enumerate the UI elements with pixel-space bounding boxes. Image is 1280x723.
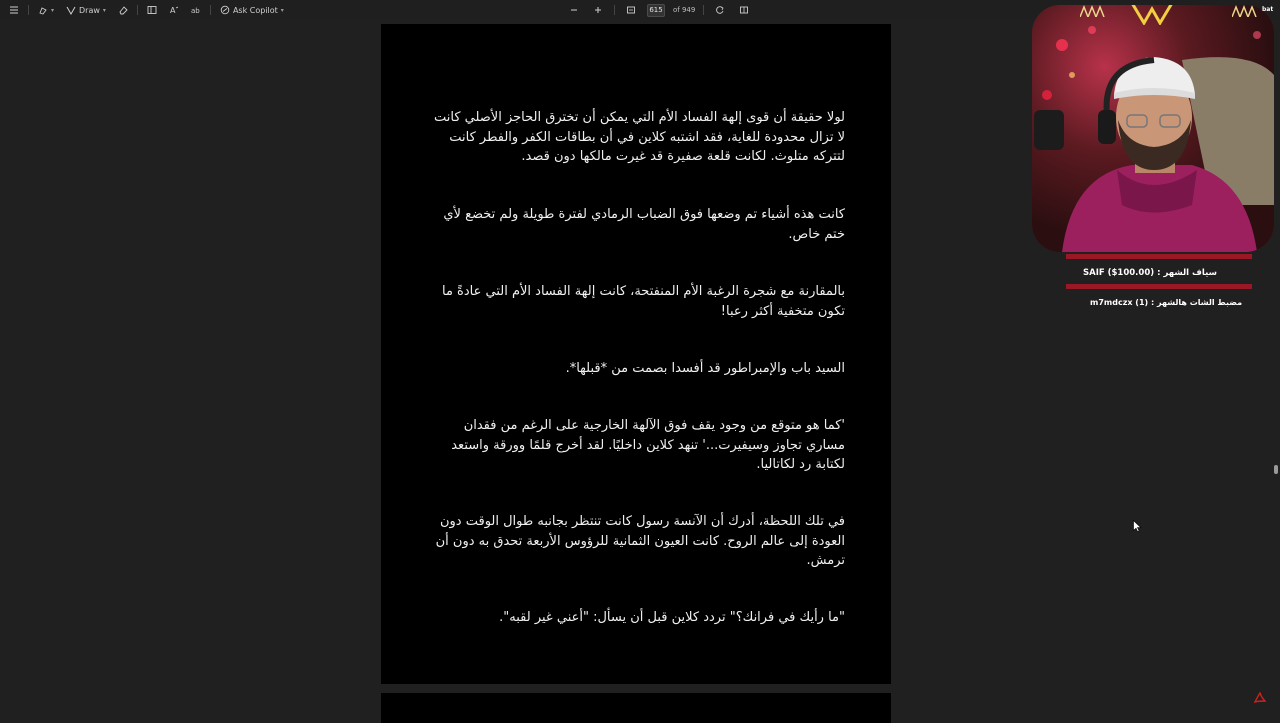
chevron-down-icon: ▾ (280, 6, 284, 14)
draw-icon (66, 5, 76, 15)
mouse-cursor-icon (1133, 520, 1142, 532)
fit-page-icon (626, 5, 636, 15)
diamond-pattern-icon (1080, 5, 1106, 17)
paragraph: في تلك اللحظة، أدرك أن الآنسة رسول كانت تنتظر بجانبه طوال الوقت دون العودة إلى عالم الروح. كانت العيون الثمانية للرؤوس الأربعة تحدق به دون أن ترمش. (435, 514, 845, 568)
scrolling-alert-bar (1066, 284, 1252, 289)
scrollbar-thumb[interactable] (1274, 465, 1278, 474)
copilot-icon (220, 5, 230, 15)
list-icon (9, 5, 19, 15)
zoom-out-button[interactable] (566, 4, 582, 16)
overlay-corner-label: bat (1262, 6, 1274, 13)
draw-label: Draw (79, 5, 100, 15)
plus-icon (593, 5, 603, 15)
eraser-icon (118, 5, 128, 15)
book-icon (739, 5, 749, 15)
draw-button[interactable] (63, 4, 109, 16)
paragraph: كانت هذه أشياء تم وضعها فوق الضباب الرمادي لفترة طويلة ولم تخضع لأي ختم خاص. (443, 207, 845, 242)
highlight-button[interactable] (35, 4, 57, 16)
toolbar-divider (614, 5, 615, 15)
toolbar-divider (210, 5, 211, 15)
pdf-app-icon[interactable] (1254, 692, 1266, 704)
webcam-overlay (1032, 5, 1274, 252)
paragraph: "ما رأيك في فرانك؟" تردد كلاين قبل أن يسأل: "أعني غير لقبه". (499, 610, 845, 625)
document-page (381, 24, 891, 684)
highlighter-icon (38, 5, 48, 15)
rotate-button[interactable] (712, 4, 728, 16)
crown-logo-icon (1130, 5, 1174, 25)
page-view-button[interactable] (736, 4, 752, 16)
read-aloud-icon (169, 5, 179, 15)
chevron-down-icon: ▾ (102, 6, 106, 14)
paragraph: بالمقارنة مع شجرة الرغبة الأم المنفتحة، كانت إلهة الفساد الأم التي عادةً ما تكون متخفية أكثر رعبا! (442, 284, 845, 319)
page-total: of 949 (673, 6, 696, 14)
ask-copilot-button[interactable] (217, 4, 287, 16)
panel-icon (147, 5, 157, 15)
paragraph: 'كما هو متوقع من وجود يقف فوق الآلهة الخارجية على الرغم من فقدان مساري تجاوز وسيفيرت...' تنهد كلاين داخليًا. لقد أخرج قلمًا وورقة واستعد لكتابة رد لكاتاليا. (451, 418, 845, 472)
menu-button[interactable] (6, 4, 22, 16)
chevron-down-icon: ▾ (51, 6, 55, 14)
toolbar-divider (703, 5, 704, 15)
chat-moderator-label: m7mdczx (1) : مضبط الشات هالشهر (1090, 298, 1243, 307)
zoom-in-button[interactable] (590, 4, 606, 16)
scrolling-alert-bar (1066, 254, 1252, 259)
paragraph: السيد باب والإمبراطور قد أفسدا بصمت من *قبلها*. (565, 361, 845, 376)
fit-page-button[interactable] (623, 4, 639, 16)
page-navigation (566, 0, 752, 20)
page-number-input[interactable] (647, 4, 665, 17)
translate-button[interactable] (188, 4, 204, 16)
erase-button[interactable] (115, 4, 131, 16)
ask-copilot-label: Ask Copilot (232, 5, 278, 15)
top-supporter-label: SAIF ($100.00) : سياف الشهر (1083, 268, 1217, 278)
translate-icon (191, 5, 201, 15)
read-aloud-button[interactable] (166, 4, 182, 16)
next-document-page (381, 693, 891, 723)
minus-icon (569, 5, 579, 15)
streamer-webcam-image (1032, 5, 1274, 252)
svg-text:A: A (169, 6, 176, 15)
rotate-icon (715, 5, 725, 15)
svg-text:ab: ab (190, 7, 200, 15)
paragraph: لولا حقيقة أن قوى إلهة الفساد الأم التي يمكن أن تخترق الحاجز الأصلي كانت لا تزال محدودة للغاية، فقد اشتبه كلاين في أن بطاقات الكفر والفطر كانت لتتركه متلوث. لكانت قلعة صفيرة قد غيرت مالكها دون قصد. (433, 110, 845, 164)
diamond-pattern-icon (1232, 5, 1258, 17)
toolbar-divider (137, 5, 138, 15)
view-button[interactable] (144, 4, 160, 16)
toolbar-divider (28, 5, 29, 15)
